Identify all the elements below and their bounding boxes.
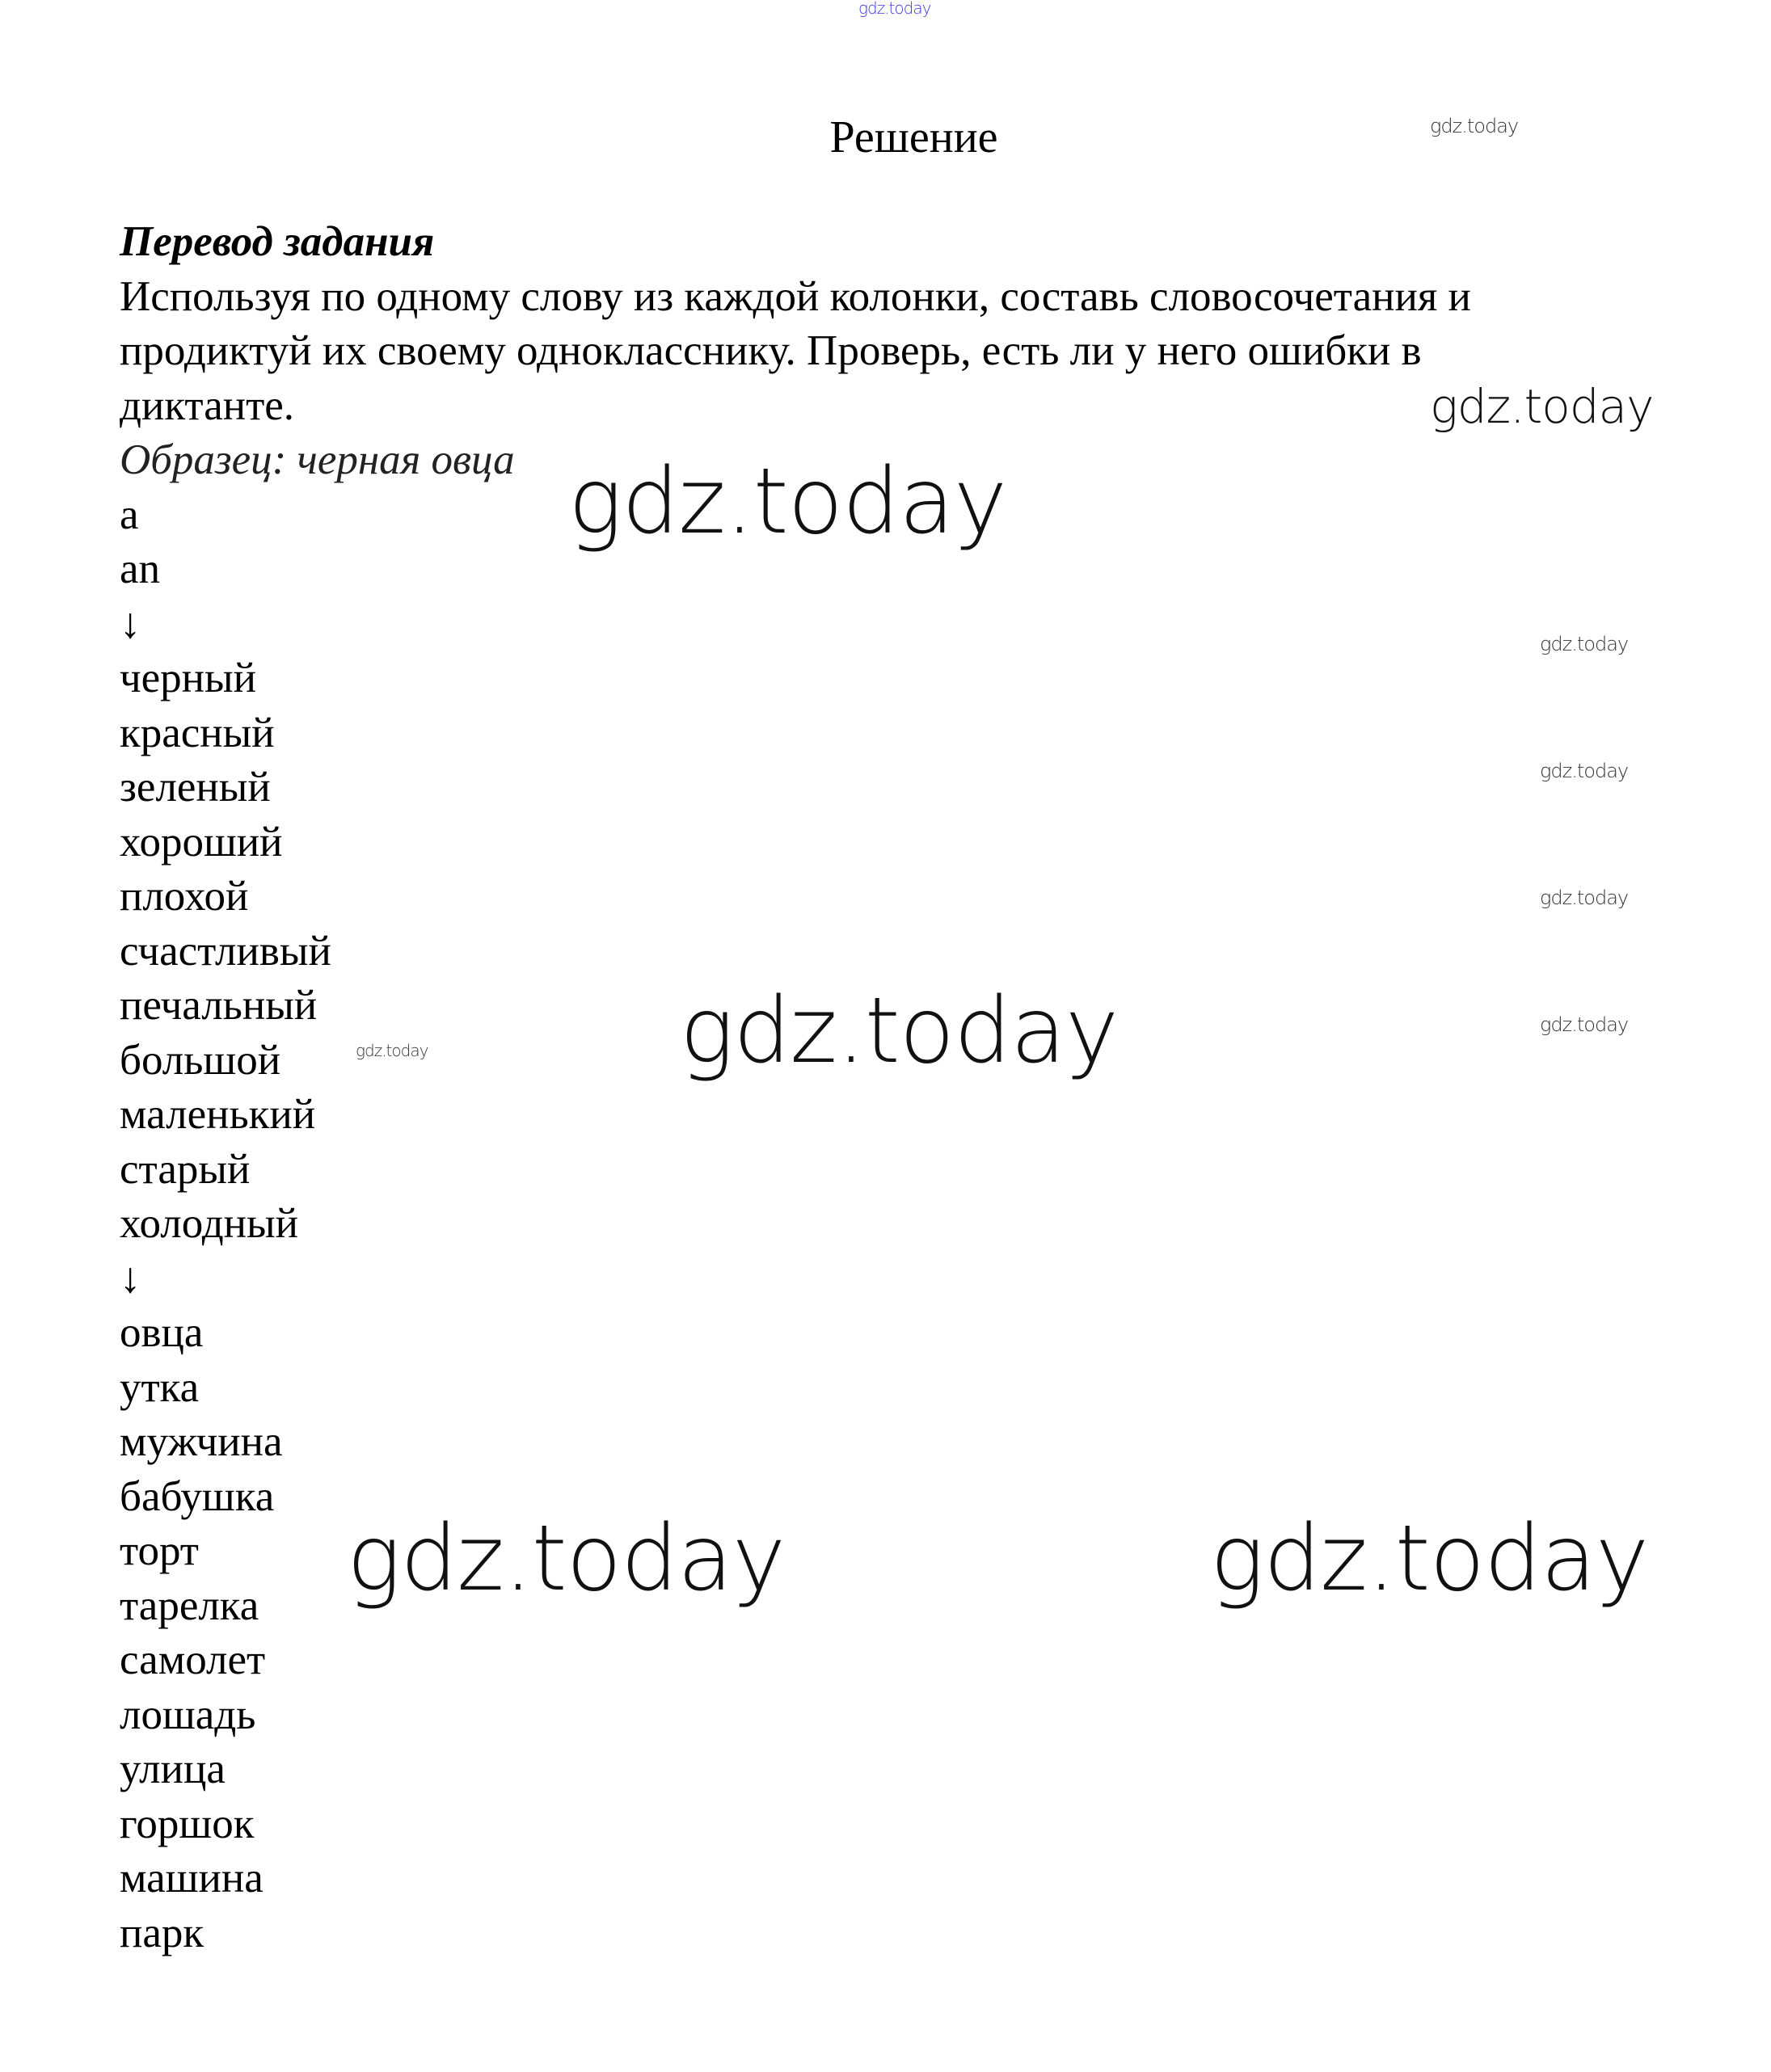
adjective-item: печальный [120,982,318,1029]
watermark: gdz.today [1540,886,1629,909]
adjective-item: старый [120,1145,251,1193]
watermark: gdz.today [1210,1506,1649,1611]
watermark: gdz.today [680,979,1119,1084]
articles-list [120,488,1696,597]
watermark: gdz.today [347,1506,786,1611]
nouns-list [120,1306,1696,1960]
solution-body [120,215,1696,1960]
instruction-line: продиктуй их своему однокласснику. Проверь, есть ли у него ошибки в [120,327,1422,374]
article-item: a [120,491,139,538]
adjective-item: плохой [120,873,249,920]
adjective-item: красный [120,709,275,756]
adjective-item: хороший [120,818,283,865]
noun-item: утка [120,1363,200,1411]
adjective-item: зеленый [120,764,271,811]
watermark: gdz.today [1540,1013,1629,1036]
noun-item: овца [120,1309,204,1356]
noun-item: самолет [120,1636,266,1683]
watermark: gdz.today [1430,379,1654,434]
noun-item: машина [120,1855,264,1901]
watermark: gdz.today [356,1041,428,1060]
adjective-item: холодный [120,1200,299,1247]
instruction-line: Используя по одному слову из каждой колонки, составь словосочетания и [120,272,1471,320]
adjective-item: большой [120,1036,281,1084]
section-heading: Перевод задания [120,218,435,265]
noun-item: лошадь [120,1691,256,1738]
noun-item: горшок [120,1800,255,1847]
watermark: gdz.today [1540,633,1629,655]
adjectives-list [120,651,1696,1252]
watermark: gdz.today [568,449,1007,554]
adjective-item: счастливый [120,927,331,975]
noun-item: мужчина [120,1418,283,1465]
watermark: gdz.today [858,0,931,18]
noun-item: парк [120,1909,205,1956]
noun-item: торт [120,1527,199,1574]
noun-item: тарелка [120,1581,259,1629]
adjective-item: маленький [120,1091,316,1138]
example-text: Образец: черная овца [120,436,515,483]
article-item: an [120,545,161,592]
down-arrow-icon: ↓ [120,1254,141,1302]
adjective-item: черный [120,655,257,701]
down-arrow-icon: ↓ [120,600,141,647]
noun-item: бабушка [120,1472,275,1520]
page-title: Решение [829,112,998,162]
watermark: gdz.today [1540,760,1629,782]
watermark: gdz.today [1430,115,1519,137]
noun-item: улица [120,1746,226,1792]
instruction-line: диктанте. [120,381,295,429]
